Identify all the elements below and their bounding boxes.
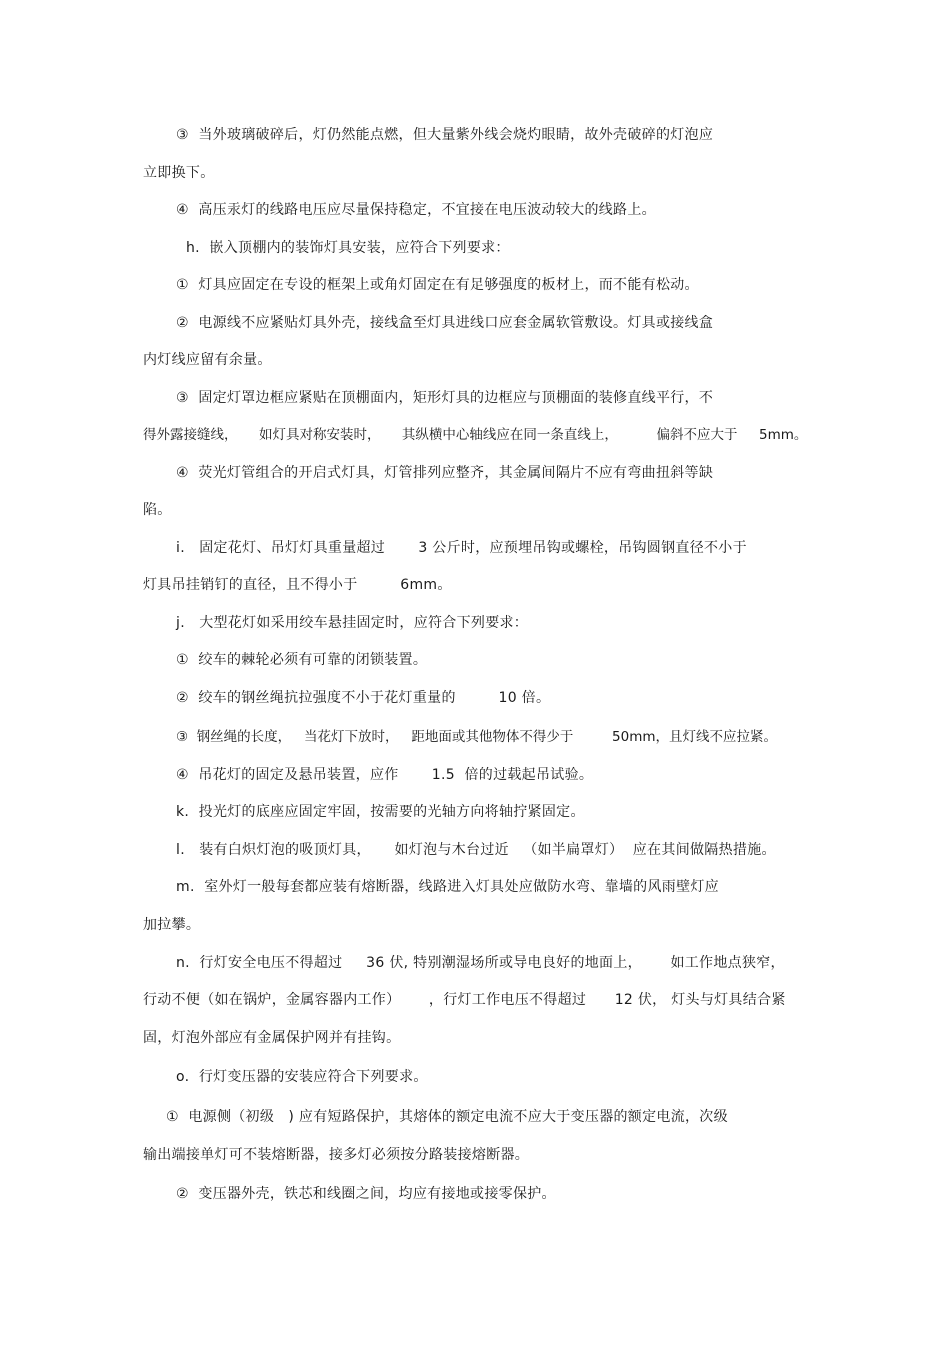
text-line: l. 装有白炽灯泡的吸顶灯具， 如灯泡与木台过近 （如半扁罩灯） 应在其间做隔热措施。 — [176, 842, 776, 858]
text-line: o. 行灯变压器的安装应符合下列要求。 — [176, 1069, 428, 1085]
text-line: 固，灯泡外部应有金属保护网并有挂钩。 — [143, 1030, 401, 1046]
text-line: i. 固定花灯、吊灯灯具重量超过 3 公斤时，应预埋吊钩或螺栓，吊钩圆钢直径不小于 — [176, 540, 747, 556]
text-line: n. 行灯安全电压不得超过 36 伏, 特别潮湿场所或导电良好的地面上， 如工作地点狭窄， — [176, 955, 785, 971]
text-line: 灯具吊挂销钉的直径，且不得小于 6mm。 — [143, 577, 452, 593]
text-line: j. 大型花灯如采用绞车悬挂固定时，应符合下列要求： — [176, 615, 529, 631]
text-line: ③ 当外玻璃破碎后，灯仍然能点燃，但大量紫外线会烧灼眼睛，故外壳破碎的灯泡应 — [176, 127, 714, 143]
text-line: 内灯线应留有余量。 — [143, 352, 272, 368]
text-line: m. 室外灯一般每套都应装有熔断器，线路进入灯具处应做防水弯、靠墙的风雨壁灯应 — [176, 879, 719, 895]
text-line: ③ 钢丝绳的长度， 当花灯下放时， 距地面或其他物体不得少于 50mm，且灯线不应拉紧。 — [176, 729, 778, 745]
text-line: ① 灯具应固定在专设的框架上或角灯固定在有足够强度的板材上，而不能有松动。 — [176, 277, 699, 293]
text-line: 陷。 — [143, 502, 172, 518]
text-line: 得外露接缝线， 如灯具对称安装时， 其纵横中心轴线应在同一条直线上， 偏斜不应大于 5mm。 — [143, 427, 808, 443]
text-line: ④ 荧光灯管组合的开启式灯具，灯管排列应整齐，其金属间隔片不应有弯曲扭斜等缺 — [176, 465, 714, 481]
text-line: ① 电源侧（初级 ) 应有短路保护，其熔体的额定电流不应大于变压器的额定电流，次级 — [166, 1109, 728, 1125]
text-line: 行动不便（如在锅炉，金属容器内工作） ，行灯工作电压不得超过 12 伏， 灯头与灯具结合紧 — [143, 992, 786, 1008]
text-line: ④ 高压汞灯的线路电压应尽量保持稳定，不宜接在电压波动较大的线路上。 — [176, 202, 656, 218]
text-line: ③ 固定灯罩边框应紧贴在顶棚面内，矩形灯具的边框应与顶棚面的装修直线平行，不 — [176, 390, 714, 406]
text-line: 加拉攀。 — [143, 917, 201, 933]
text-line: k. 投光灯的底座应固定牢固，按需要的光轴方向将轴拧紧固定。 — [176, 804, 585, 820]
text-line: ② 电源线不应紧贴灯具外壳，接线盒至灯具进线口应套金属软管敷设。灯具或接线盒 — [176, 315, 714, 331]
text-line: ④ 吊花灯的固定及悬吊装置，应作 1.5 倍的过载起吊试验。 — [176, 767, 594, 783]
text-line: ② 绞车的钢丝绳抗拉强度不小于花灯重量的 10 倍。 — [176, 690, 551, 706]
text-line: 输出端接单灯可不装熔断器，接多灯必须按分路装接熔断器。 — [143, 1147, 530, 1163]
text-line: ① 绞车的棘轮必须有可靠的闭锁装置。 — [176, 652, 428, 668]
text-line: h. 嵌入顶棚内的装饰灯具安装，应符合下列要求： — [186, 240, 510, 256]
text-line: ② 变压器外壳，铁芯和线圈之间，均应有接地或接零保护。 — [176, 1186, 556, 1202]
text-line: 立即换下。 — [143, 165, 215, 181]
